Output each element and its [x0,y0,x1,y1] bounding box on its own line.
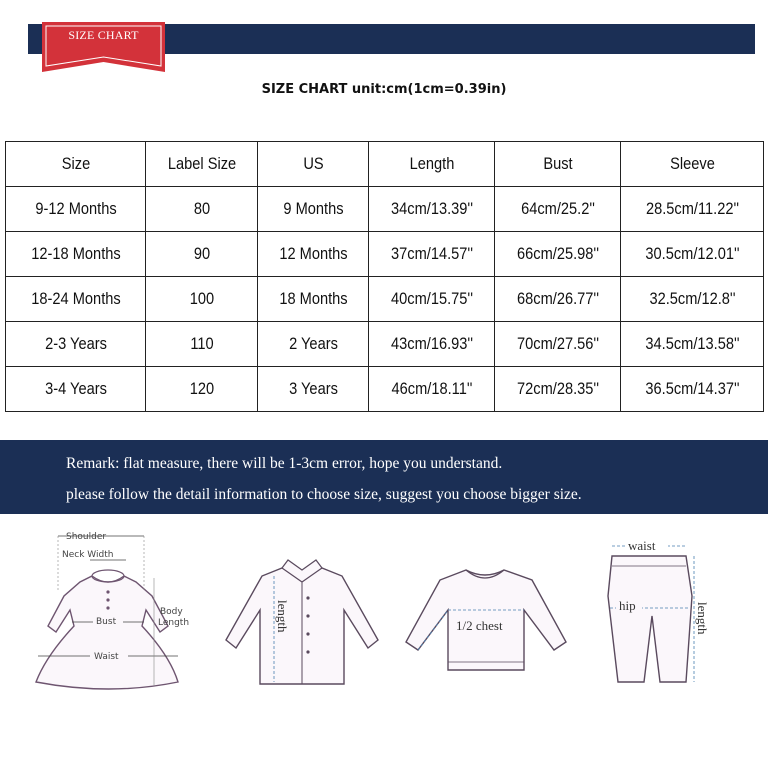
table-row [6,367,764,412]
waist-label: Waist [94,652,119,662]
cell-length: 43cm/16.93'' [377,322,485,367]
remark-line-1: Remark: flat measure, there will be 1-3cm error, hope you understand. [66,455,503,472]
size-table [5,141,764,412]
table-row [6,187,764,232]
table-row [6,232,764,277]
cell-size: 2-3 Years [15,322,135,367]
shirt-diagram [218,558,386,688]
cell-sleeve: 34.5cm/13.58'' [631,322,754,367]
cell-label-size: 90 [153,232,249,277]
cell-us: 3 Years [265,367,360,412]
pants-waist-label: waist [628,538,656,553]
shirt-length-label: length [275,600,290,633]
cell-sleeve: 36.5cm/14.37'' [631,367,754,412]
chest-label: 1/2 chest [456,618,503,633]
shoulder-label: Shoulder [66,532,107,542]
header-us: US [265,142,360,187]
pants-diagram [600,536,720,686]
cell-label-size: 100 [153,277,249,322]
header-length: Length [377,142,485,187]
cell-length: 37cm/14.57'' [377,232,485,277]
cell-length: 34cm/13.39'' [377,187,485,232]
cell-size: 3-4 Years [15,367,135,412]
cell-sleeve: 32.5cm/12.8'' [631,277,754,322]
cell-size: 12-18 Months [15,232,135,277]
remark-line-2: please follow the detail information to choose size, suggest you choose bigger size. [66,486,582,503]
header-bust: Bust [503,142,611,187]
header-sleeve: Sleeve [631,142,754,187]
cell-bust: 66cm/25.98'' [503,232,611,277]
cell-us: 18 Months [265,277,360,322]
cell-us: 2 Years [265,322,360,367]
cell-sleeve: 30.5cm/12.01'' [631,232,754,277]
body-length-label-1: Body [160,607,183,617]
dress-diagram [20,526,200,696]
table-row [6,322,764,367]
sweater-diagram [400,566,570,676]
cell-label-size: 120 [153,367,249,412]
table-header-row [6,142,764,187]
size-chart-ribbon [42,18,165,72]
size-chart-badge: SIZE CHART [68,28,139,42]
cell-size: 9-12 Months [15,187,135,232]
cell-sleeve: 28.5cm/11.22'' [631,187,754,232]
cell-us: 9 Months [265,187,360,232]
cell-length: 40cm/15.75'' [377,277,485,322]
pants-length-label: length [695,602,710,635]
cell-size: 18-24 Months [15,277,135,322]
header-size: Size [15,142,135,187]
neck-width-label: Neck Width [62,550,114,560]
cell-label-size: 80 [153,187,249,232]
cell-bust: 64cm/25.2'' [503,187,611,232]
pants-hip-label: hip [619,598,636,613]
bust-label: Bust [96,617,117,627]
body-length-label-2: Length [158,618,190,628]
table-row [6,277,764,322]
chart-title: SIZE CHART unit:cm(1cm=0.39in) [261,82,507,97]
cell-bust: 72cm/28.35'' [503,367,611,412]
header-label-size: Label Size [153,142,249,187]
cell-bust: 68cm/26.77'' [503,277,611,322]
cell-us: 12 Months [265,232,360,277]
cell-bust: 70cm/27.56'' [503,322,611,367]
cell-length: 46cm/18.11'' [377,367,485,412]
cell-label-size: 110 [153,322,249,367]
